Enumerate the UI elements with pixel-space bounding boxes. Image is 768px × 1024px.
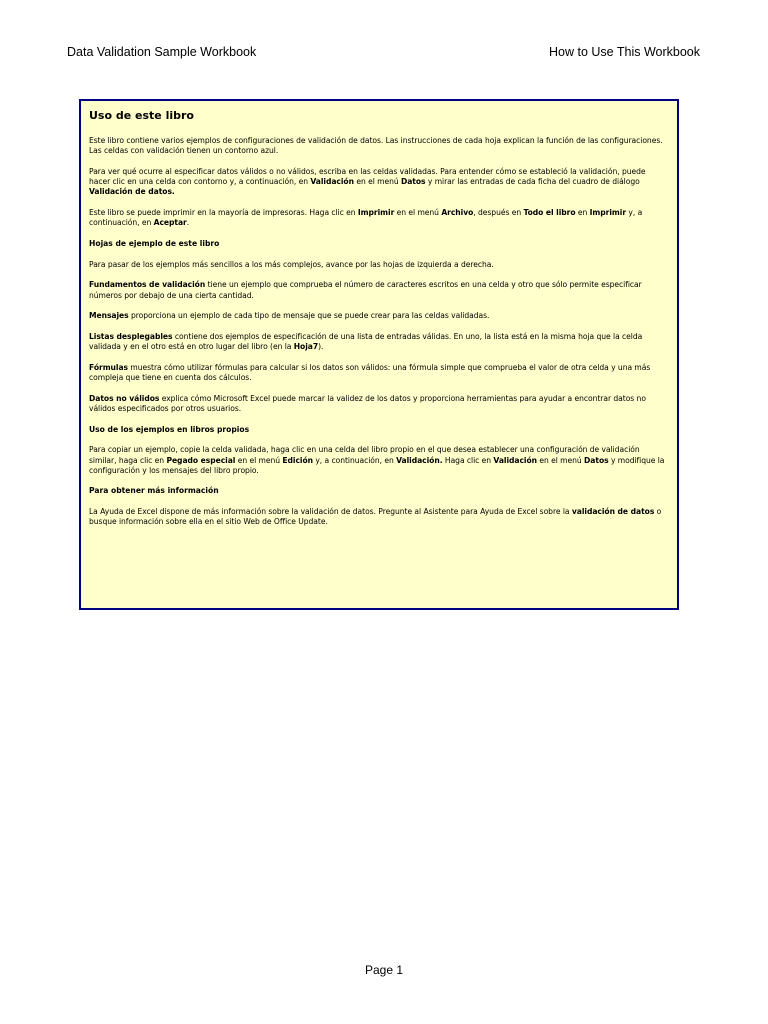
page-header-sheet-name: How to Use This Workbook — [549, 45, 700, 59]
bold-term: Validación. — [396, 455, 443, 465]
text-run: en el menú — [353, 177, 401, 187]
text-run: y, a continuación, en — [89, 208, 643, 228]
paragraph — [89, 280, 669, 300]
text-run: Este libro contiene varios ejemplos de configuraciones de validación de datos. Las instrucciones de cada hoja explican la función de las configuraciones. Las celdas con validación tienen un contorno azul. — [89, 136, 663, 156]
page-number: Page 1 — [364, 963, 404, 977]
bold-term: validación de datos — [571, 507, 655, 517]
text-run: contiene dos ejemplos de especificación de una lista de entradas válidas. En uno, la lista está en la misma hoja que la celda validada y en el otro está en otro lugar del libro (en la — [89, 331, 643, 352]
bold-term: Datos no válidos — [89, 393, 160, 403]
text-run: en el menú — [394, 208, 442, 218]
text-run: en el menú — [537, 455, 585, 465]
text-run: , después en — [473, 208, 524, 218]
text-run: y mirar las entradas de cada ficha del cuadro de diálogo — [425, 177, 640, 187]
text-run: en — [575, 208, 590, 218]
box-content — [89, 136, 669, 528]
paragraph — [89, 363, 669, 383]
text-run: Para obtener más información — [89, 486, 219, 496]
bold-term: Fórmulas — [89, 362, 129, 372]
bold-term: Hoja7 — [293, 342, 319, 352]
text-run: Este libro se puede imprimir en la mayoría de impresoras. Haga clic en — [89, 208, 358, 218]
bold-term: Listas desplegables — [89, 331, 173, 341]
text-run: Para copiar un ejemplo, copie la celda validada, haga clic en una celda del libro propio en el que desea establecer una configuración de validación similar, haga clic en — [89, 445, 640, 465]
paragraph — [89, 260, 669, 270]
bold-term: Edición — [282, 455, 313, 465]
bold-term: Imprimir — [589, 208, 627, 218]
text-run: muestra cómo utilizar fórmulas para calcular si los datos son válidos: una fórmula simple que comprueba el valor de otra celda y una más compleja que tiene en cuenta dos cálculos. — [89, 362, 651, 383]
bold-term: Todo el libro — [523, 208, 576, 218]
section-heading — [89, 239, 669, 249]
instructions-box — [79, 99, 679, 610]
section-heading — [89, 486, 669, 496]
text-run: Para pasar de los ejemplos más sencillos a los más complejos, avance por las hojas de izquierda a derecha. — [89, 259, 494, 269]
text-run: Para ver qué ocurre al especificar datos válidos o no válidos, escriba en las celdas validadas. Para entender cómo se estableció la validación, puede hacer clic en una celda con contorno y, a continuación, en — [89, 166, 646, 187]
text-run: Hojas de ejemplo de este libro — [89, 238, 220, 248]
paragraph — [89, 167, 669, 198]
box-title: Uso de este libro — [89, 109, 194, 122]
bold-term: Fundamentos de validación — [89, 280, 206, 290]
paragraph — [89, 507, 669, 527]
text-run: tiene un ejemplo que comprueba el número de caracteres escritos en una celda y otro que sólo permite especificar números por debajo de una cierta cantidad. — [89, 280, 642, 300]
text-run: y modifique la configuración y los mensajes del libro propio. — [89, 455, 665, 475]
bold-term: Mensajes — [89, 311, 129, 321]
bold-term: Datos — [584, 455, 609, 465]
text-run: Haga clic en — [442, 455, 494, 465]
text-run: explica cómo Microsoft Excel puede marcar la validez de los datos y proporciona herramientas para ayudar a encontrar datos no válidos especificados por otros usuarios. — [89, 393, 646, 413]
bold-term: Validación — [310, 177, 354, 187]
bold-term: Pegado especial — [166, 455, 236, 465]
paragraph — [89, 394, 669, 414]
text-run: proporciona un ejemplo de cada tipo de mensaje que se puede crear para las celdas validadas. — [128, 311, 490, 321]
page-header-title: Data Validation Sample Workbook — [67, 45, 257, 59]
paragraph — [89, 208, 669, 228]
bold-term: Aceptar — [153, 218, 187, 228]
paragraph — [89, 332, 669, 352]
paragraph — [89, 136, 669, 156]
text-run: y, a continuación, en — [313, 455, 397, 465]
text-run: La Ayuda de Excel dispone de más información sobre la validación de datos. Pregunte al Asistente para Ayuda de Excel sobre la — [89, 507, 572, 517]
bold-term: Validación — [493, 455, 537, 465]
text-run: en el menú — [235, 455, 283, 465]
paragraph — [89, 445, 669, 476]
text-run: Uso de los ejemplos en libros propios — [89, 424, 250, 434]
section-heading — [89, 425, 669, 435]
text-run: ). — [318, 342, 324, 352]
bold-term: Archivo — [441, 208, 474, 218]
bold-term: Validación de datos. — [89, 187, 175, 197]
text-run: . — [186, 218, 190, 228]
paragraph — [89, 311, 669, 321]
bold-term: Imprimir — [357, 208, 395, 218]
bold-term: Datos — [400, 177, 426, 187]
text-run: o busque información sobre ella en el sitio Web de Office Update. — [89, 507, 662, 527]
